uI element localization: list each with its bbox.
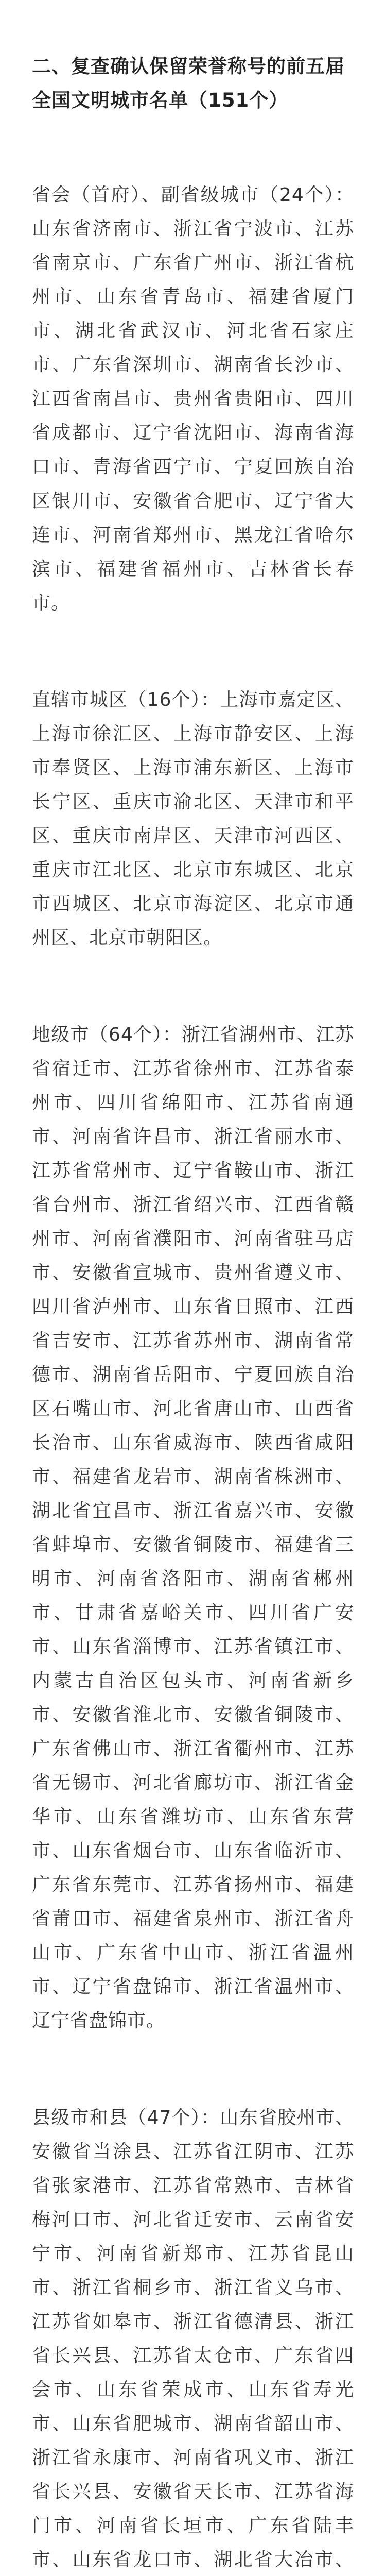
section-heading: 二、复查确认保留荣誉称号的前五届全国文明城市名单（151个）: [32, 55, 345, 111]
paragraph-county-cities: 县级市和县（47个）：山东省胶州市、安徽省当涂县、江苏省江阴市、江苏省张家港市、江苏省常熟市、吉林省梅河口市、河北省迁安市、云南省安宁市、河南省新郑市、江苏省昆山市、浙江省桐乡市、浙江省义乌市、江苏省如皋市、浙江省德清县、浙江省长兴县、江苏省太仓市、广东省四会市、山东省荣成市、山东省寿光市、山东省肥城市、湖南省韶山市、浙江省永康市、河南省巩义市、浙江省长兴县、安徽省天长市、江苏省海门市、河南省长垣市、广东省陆丰市、山东省龙口市、湖北省大冶市、: [32, 2107, 354, 2570]
section-reconfirmed-cities: [32, 49, 354, 2576]
paragraph-municipal-districts: 直辖市城区（16个）：上海市嘉定区、上海市徐汇区、上海市静安区、上海市奉贤区、上海市浦东新区、上海市长宁区、重庆市渝北区、天津市和平区、重庆市南岸区、天津市河西区、重庆市江北区、北京市东城区、北京市西城区、北京市海淀区、北京市通州区、北京市朝阳区。: [32, 689, 354, 948]
paragraph-prefecture-cities: 地级市（64个）：浙江省湖州市、江苏省宿迁市、江苏省徐州市、江苏省泰州市、四川省绵阳市、江苏省南通市、河南省许昌市、浙江省丽水市、江苏省常州市、辽宁省鞍山市、浙江省台州市、浙江省绍兴市、江西省赣州市、河南省濮阳市、河南省驻马店市、安徽省宣城市、贵州省遵义市、四川省泸州市、山东省日照市、江西省吉安市、江苏省苏州市、湖南省常德市、湖南省岳阳市、宁夏回族自治区石嘴山市、河北省唐山市、山西省长治市、山东省威海市、陕西省咸阳市、福建省龙岩市、湖南省株洲市、湖北省宜昌市、浙江省嘉兴市、安徽省蚌埠市、安徽省铜陵市、福建省三明市、河南省洛阳市、湖南省郴州市、甘肃省嘉峪关市、四川省广安市、山东省淄博市、江苏省镇江市、内蒙古自治区包头市、河南省新乡市、安徽省淮北市、安徽省铜陵市、广东省佛山市、浙江省衢州市、江苏省无锡市、河北省廊坊市、浙江省金华市、山东省潍坊市、山东省东营市、山东省烟台市、山东省临沂市、广东省东莞市、江苏省扬州市、福建省莆田市、福建省泉州市、浙江省舟山市、广东省中山市、浙江省温州市、辽宁省盘锦市、浙江省温州市、辽宁省盘锦市。: [32, 1024, 354, 2031]
paragraph-capital-cities: 省会（首府）、副省级城市（24个）：山东省济南市、浙江省宁波市、江苏省南京市、广东省广州市、浙江省杭州市、山东省青岛市、福建省厦门市、湖北省武汉市、河北省石家庄市、广东省深圳市、湖南省长沙市、江西省南昌市、贵州省贵阳市、四川省成都市、辽宁省沈阳市、海南省海口市、青海省西宁市、宁夏回族自治区银川市、安徽省合肥市、辽宁省大连市、河南省郑州市、黑龙江省哈尔滨市、福建省福州市、吉林省长春市。: [32, 184, 354, 614]
